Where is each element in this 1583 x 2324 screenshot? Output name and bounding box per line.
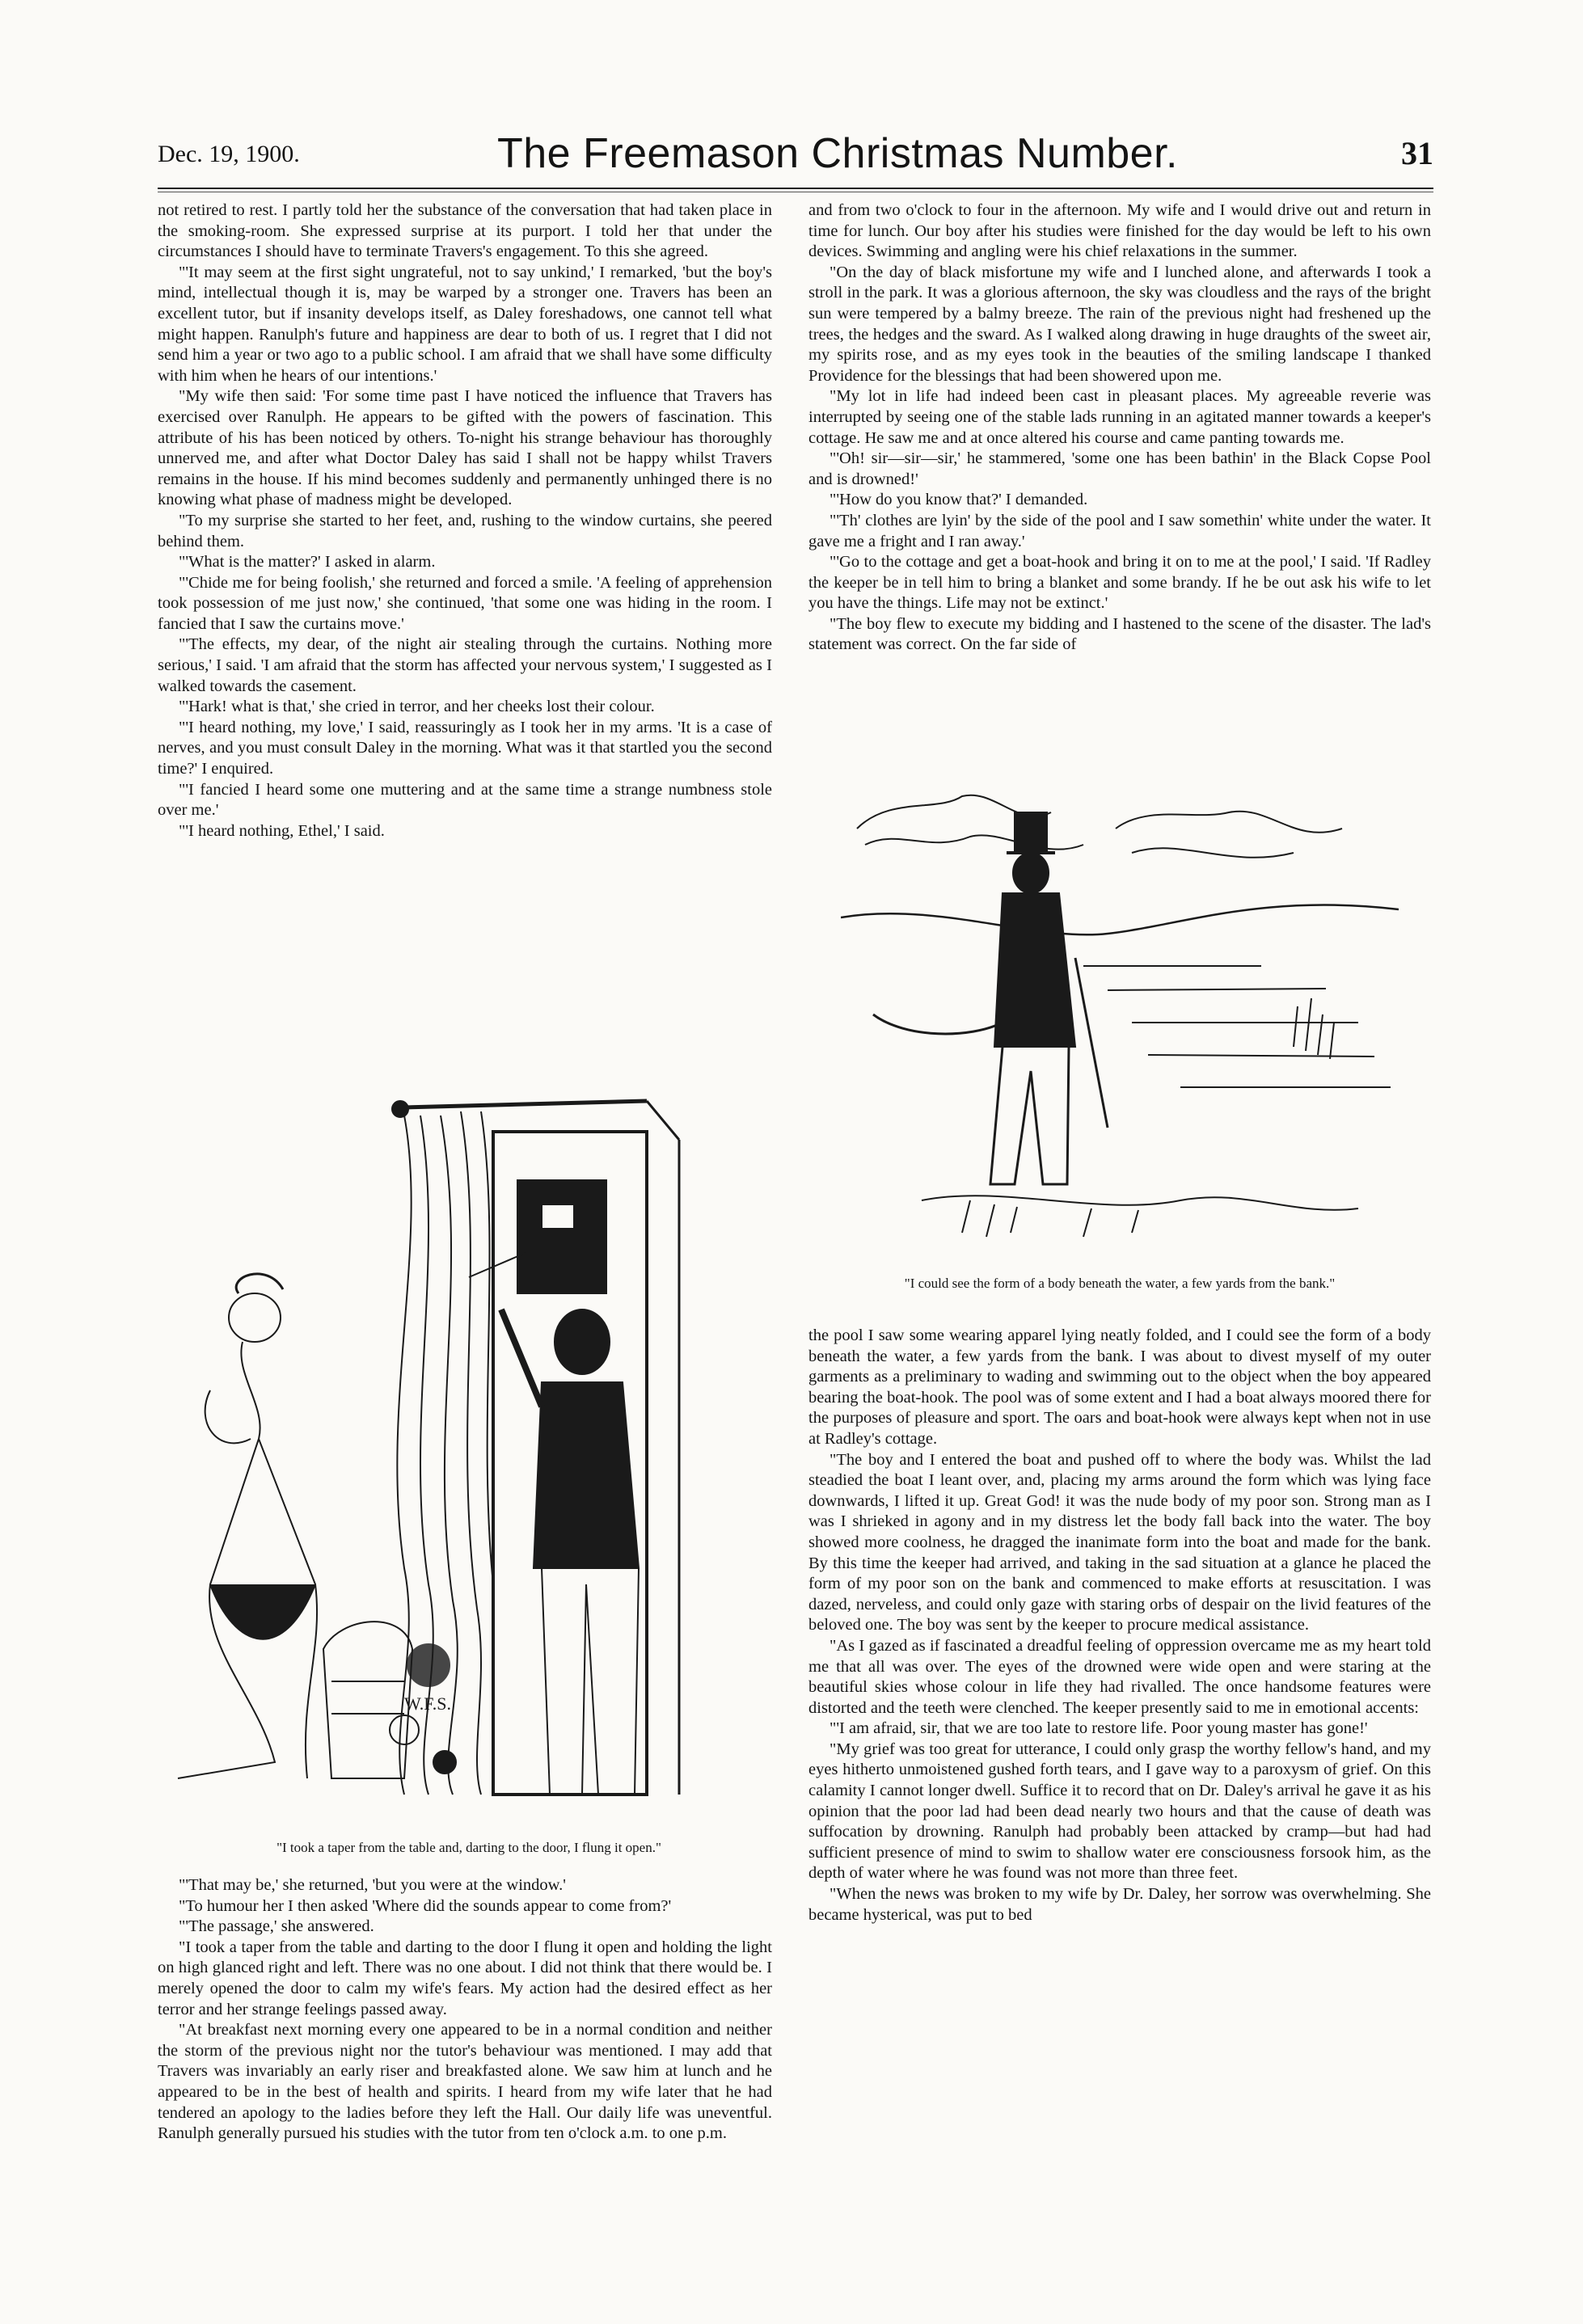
paragraph: "'Th' clothes are lyin' by the side of the pool and I saw somethin' white under the water. It gave me a fright and I ran away.' (808, 511, 1431, 550)
illustration-pool (841, 780, 1399, 1265)
paragraph: "To humour her I then asked 'Where did the sounds appear to come from?' (179, 1896, 672, 1915)
caption-left: "I took a taper from the table and, darting to the door, I flung it open." (276, 1840, 661, 1855)
publication-title: The Freemason Christmas Number. (497, 130, 1178, 177)
paragraph: "'Oh! sir—sir—sir,' he stammered, 'some one has been bathin' in the Black Copse Pool and is drowned!' (808, 449, 1431, 488)
paragraph: "The boy and I entered the boat and pushed off to where the body was. Whilst the lad steadied the boat I leant over, and, placing my arms around the form which was lying face downwards, I lifted it up. Great God! it was the nude body of my poor son. Strong man as I was I shrieked in agony and in my distress let the body fall back into the water. The boy showed more coolness, he dragged the inanimate form into the boat and made for the bank. By this time the keeper had arrived, and taking in the sad situation at a glance he placed the form of my poor son on the bank and commenced to make efforts at resuscitation. I was dazed, nerveless, and could only gaze with staring orbs of despair on the livid features of the beloved one. The boy was sent by the keeper to procure medical assistance. (808, 1450, 1431, 1634)
left-column-bottom (158, 1875, 772, 2145)
paragraph: "'I heard nothing, my love,' I said, reassuringly as I took her in my arms. 'It is a case of nerves, and you must consult Daley in the morning. What was it that startled you the second time?' I enquired. (158, 718, 772, 778)
left-column-top (158, 200, 772, 841)
page-number: 31 (1401, 135, 1433, 171)
paragraph: "As I gazed as if fascinated a dreadful feeling of oppression overcame me as my heart told me that all was over. The eyes of the drowned were wide open and were staring at the beautiful skies whose colour in life they had rivalled. The once handsome features were distorted and the teeth were clenched. The keeper presently said to me in emotional accents: (808, 1636, 1431, 1717)
paragraph: "'Chide me for being foolish,' she returned and forced a smile. 'A feeling of apprehension took possession of me just now,' she continued, 'that some one was hiding in the room. I fancied that I saw the curtains move.' (158, 573, 772, 633)
header-rule (158, 188, 1433, 189)
paragraph: "At breakfast next morning every one appeared to be in a normal condition and neither the storm of the previous night nor the tutor's behaviour was mentioned. I may add that Travers was invariably an early riser and breakfasted alone. We saw him at lunch and he appeared to be in the best of health and spirits. I heard from my wife later that he had tendered an apology to the ladies before they left the Hall. Our daily life was uneventful. Ranulph generally pursued his studies with the tutor from ten o'clock a.m. to one p.m. (158, 2021, 772, 2143)
doorway-engraving (162, 1083, 776, 1835)
pool-engraving (841, 780, 1399, 1265)
paragraph: "'What is the matter?' I asked in alarm. (179, 553, 436, 572)
paragraph: the pool I saw some wearing apparel lying neatly folded, and I could see the form of a body beneath the water, a few yards from the bank. I was about to divest myself of my outer garments as a preliminary to wading and swimming out to the object when the boy appeared bearing the boat-hook. The pool was of some extent and I had a boat always moored there for the purposes of pleasure and sport. The oars and boat-hook were always kept when not in use at Radley's cottage. (808, 1326, 1431, 1448)
issue-date: Dec. 19, 1900. (158, 141, 300, 167)
masthead (158, 129, 1433, 186)
paragraph: "On the day of black misfortune my wife and I lunched alone, and afterwards I took a stroll in the park. It was a glorious afternoon, the sky was cloudless and the rays of the bright sun were tempered by a balmy breeze. The rain of the previous night had freshened up the trees, the hedges and the sward. As I walked along drawing in huge draughts of the sweet air, my spirits rose, and as my eyes took in the beauties of the smiling landscape I thanked Providence for the blessings that had been showered upon me. (808, 263, 1431, 385)
paragraph: "'I am afraid, sir, that we are too late to restore life. Poor young master has gone!' (829, 1719, 1368, 1738)
paragraph: "'That may be,' she returned, 'but you were at the window.' (179, 1876, 566, 1894)
paragraph: "My grief was too great for utterance, I could only grasp the worthy fellow's hand, and my eyes hitherto unmoistened gushed forth tears, and I gave way to a paroxysm of grief. On this calamity I cannot longer dwell. Suffice it to record that on Dr. Daley's arrival he gave it as his opinion that the poor lad had been dead nearly two hours and that the cause of death was suffocation by drowning. Ranulph had probably been attacked by cramp—but had had sufficient presence of mind to swim to shallow water ere consciousness forsook him, as the depth of water where he was found was not more than three feet. (808, 1740, 1431, 1883)
illustration-doorway (162, 1083, 776, 1835)
paragraph: "'How do you know that?' I demanded. (829, 491, 1088, 509)
paragraph: "My lot in life had indeed been cast in pleasant places. My agreeable reverie was interrupted by seeing one of the stable lads running in an agitated manner towards a keeper's cottage. He saw me and at once altered his course and came panting towards me. (808, 387, 1431, 447)
paragraph: "My wife then said: 'For some time past I have noticed the influence that Travers has exercised over Ranulph. He appears to be gifted with the powers of fascination. This attribute of his has been noticed by others. To-night his strange behaviour has thoroughly unnerved me, and after what Doctor Daley has said I shall not be happy whilst Travers remains in the house. If his mind becomes suddenly and permanently unhinged there is no knowing what phase of madness might be developed. (158, 387, 772, 509)
paragraph: "'Go to the cottage and get a boat-hook and bring it on to me at the pool,' I said. 'If Radley the keeper be in tell him to bring a blanket and some brandy. If he be out ask his wife to let you have the things. Life may not be extinct.' (808, 553, 1431, 613)
right-column-bottom (808, 1326, 1431, 1925)
paragraph: "I took a taper from the table and darting to the door I flung it open and holding the light on high glanced right and left. There was no one about. I did not think that there would be. I merely opened the door to calm my wife's fears. My action had the desired effect as her terror and her strange feelings passed away. (158, 1938, 772, 2018)
paragraph: "To my surprise she started to her feet, and, rushing to the window curtains, she peered behind them. (158, 511, 772, 550)
right-column-top (808, 200, 1431, 656)
paragraph: "'The effects, my dear, of the night air stealing through the curtains. Nothing more serious,' I said. 'I am afraid that the storm has affected your nervous system,' I suggested as I walked towards the casement. (158, 635, 772, 695)
paragraph: "'I heard nothing, Ethel,' I said. (179, 821, 385, 840)
caption-right: "I could see the form of a body beneath the water, a few yards from the bank." (904, 1276, 1336, 1291)
paragraph: "'The passage,' she answered. (179, 1917, 374, 1936)
paragraph: "When the news was broken to my wife by Dr. Daley, her sorrow was overwhelming. She became hysterical, was put to bed (808, 1885, 1431, 1924)
paragraph: "The boy flew to execute my bidding and I hastened to the scene of the disaster. The lad's statement was correct. On the far side of (808, 614, 1431, 654)
paragraph: "'It may seem at the first sight ungrateful, not to say unkind,' I remarked, 'but the boy's mind, intellectual though it is, may be warped by a stronger one. Travers has been an excellent tutor, but if insanity develops itself, as Daley foreshadows, one cannot tell what might happen. Ranulph's future and happiness are dear to both of us. I regret that I did not send him a year or two ago to a public school. I am afraid that we shall have some difficulty with him when he hears of our intentions.' (158, 263, 772, 385)
paragraph: "'I fancied I heard some one muttering and at the same time a strange numbness stole over me.' (158, 780, 772, 820)
paragraph: "'Hark! what is that,' she cried in terror, and her cheeks lost their colour. (179, 698, 655, 716)
artist-signature: W.F.S. (404, 1693, 451, 1714)
paragraph: and from two o'clock to four in the afternoon. My wife and I would drive out and return in time for lunch. Our boy after his studies were finished for the day would be left to his own devices. Swimming and angling were his chief relaxations in the summer. (808, 201, 1431, 261)
paragraph: not retired to rest. I partly told her the substance of the conversation that had taken place in the smoking-room. She expressed surprise at its purport. I told her that under the circumstances I should have to terminate Travers's engagement. To this she agreed. (158, 201, 772, 261)
